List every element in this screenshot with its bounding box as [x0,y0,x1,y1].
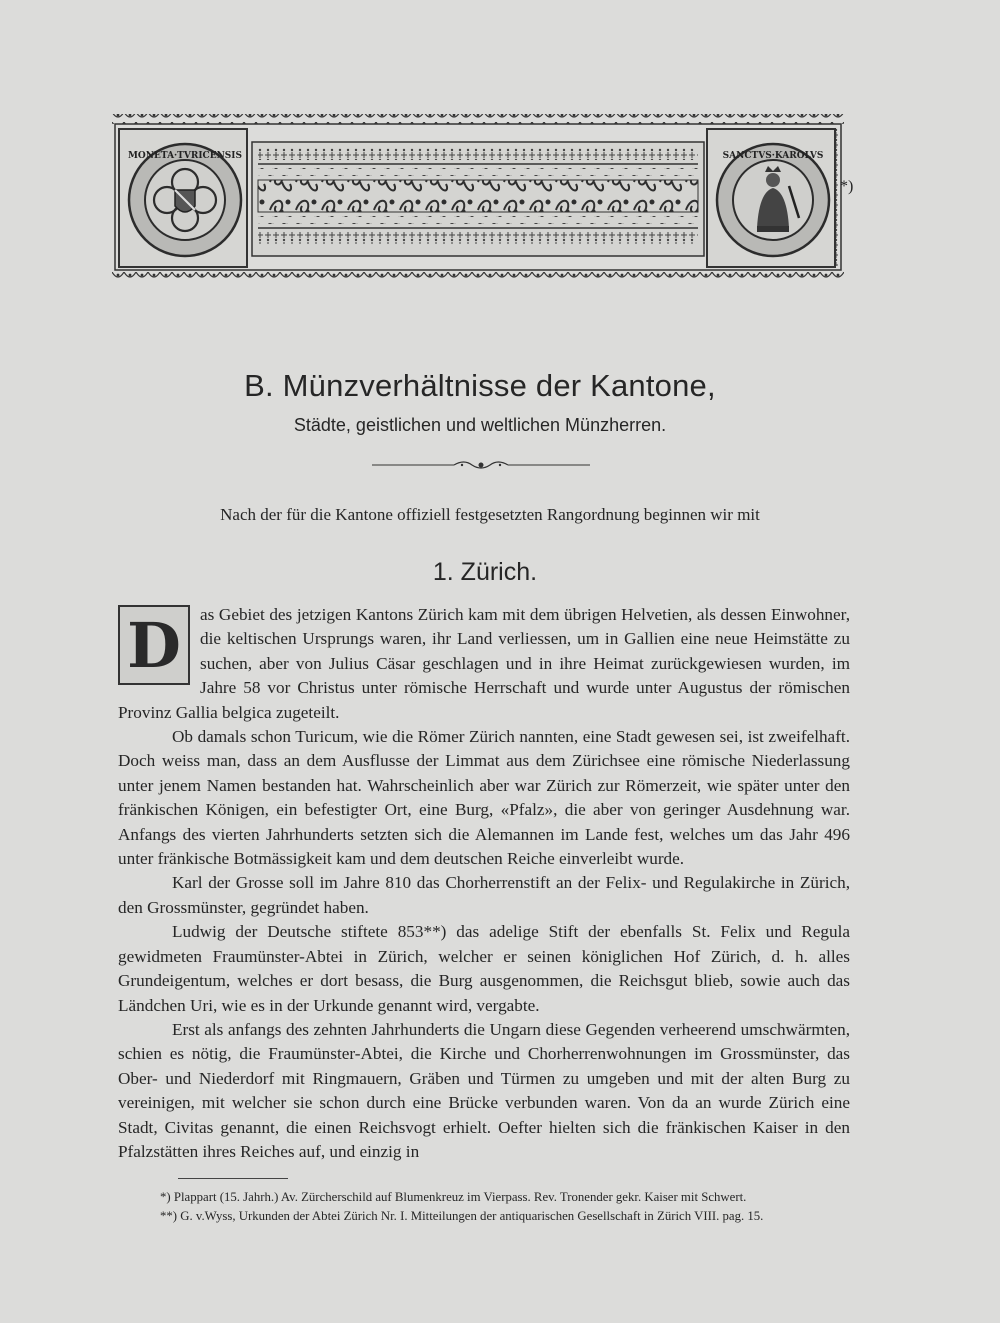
left-seal-legend: MONETA·TVRICENSIS [127,151,243,161]
paragraph-1 [118,603,850,725]
paragraph-5: Erst als anfangs des zehnten Jahrhunderts die Ungarn diese Gegenden verheerend umschwärmten, schien es nötig, die Fraumünster-Abtei, die Kirche und Chorherrenwohnungen im Grossmünster, das Ober- und Niederdorf mit Ringmauern, Gräben und Türmen zu umgeben und mit der alten Burg zu vereinigen, mit welcher sie schon durch eine Brücke verbunden waren. Von da an wurde Zürich eine Stadt, Civitas genannt, die einen Reichsvogt erhielt. Oefter hielten sich die fränkischen Kaiser in den Pfalzstätten ihres Reiches auf, und einzig in [118,1019,850,1161]
body-text [118,603,850,1164]
paragraph-4: Ludwig der Deutsche stiftete 853**) das adelige Stift der ebenfalls St. Felix und Regula gewidmeten Fraumünster-Abtei in Zürich, welcher er seinen königlichen Hof Zürich, d. h. alles Grundeigentum, welches er dort besass, die Burg ausgenommen, die Reichsgut blieb, sowie auch das Ländchen Uri, wie es in der Urkunde genannt wird, vergabte. [118,922,850,1015]
left-coin-box [118,128,248,268]
paragraph-3: Karl der Grosse soll im Jahre 810 das Chorherrenstift an der Felix- und Regulakirche in Zürich, den Grossmünster, gegründet haben. [118,873,850,917]
right-coin-box [706,128,836,268]
footnote-2: **) G. v.Wyss, Urkunden der Abtei Zürich Nr. I. Mitteilungen der antiquarischen Gesellschaft in Zürich VIII. pag. 15. [160,1209,764,1223]
paragraph-1-text: as Gebiet des jetzigen Kantons Zürich kam mit dem übrigen Helvetien, als dessen Einwohner, die keltischen Ursprungs waren, ihr Land verliessen, um in Gallien eine neue Heimstätte zu suchen, aber von Julius Cäsar geschlagen und in ihre Heimat zurückgewiesen wurden, im Jahre 58 vor Christus unter römische Herrschaft und wurde unter Augustus der römischen Provinz Gallia belgica zugeteilt. [118,605,850,722]
zurich-shield-coin-icon [125,138,245,262]
drop-cap-initial [118,605,190,685]
footnotes [160,1188,860,1226]
seal-footnote-marker: *) [840,178,854,195]
intro-sentence: Nach der für die Kantone offiziell festgesetzten Rangordnung beginnen wir mit [220,505,760,524]
enthroned-emperor-coin-icon [713,138,833,262]
paragraph-2: Ob damals schon Turicum, wie die Römer Zürich nannten, eine Stadt gewesen sei, ist zweifelhaft. Doch weiss man, dass an dem Ausflusse der Limmat aus dem Zürichsee eine römische Niederlassung unter jenem Namen bestanden hat. Wahrscheinlich aber war Zürich zur Römerzeit, wie später unter den fränkischen Königen, ein befestigter Ort, eine Burg, «Pfalz», die aber von geringer Ausdehnung war. Anfangs des vierten Jahrhunderts setzten sich die Alemannen im Lande fest, welches um das Jahr 496 unter fränkische Botmässigkeit kam und dem deutschen Reiche einverleibt wurde. [118,727,850,869]
page-subtitle: Städte, geistlichen und weltlichen Münzherren. [293,415,667,435]
ornamental-separator [372,458,590,472]
footnote-1: *) Plappart (15. Jahrh.) Av. Zürcherschild auf Blumenkreuz im Vierpass. Rev. Tronender gekr. Kaiser mit Schwert. [160,1190,747,1204]
ornamental-header [112,112,854,282]
drop-cap-letter: D [127,609,181,682]
page-title: B. Münzverhältnisse der Kantone, [244,368,716,403]
right-seal-legend: SANCTVS·KAROLVS [722,151,824,161]
footnote-divider [178,1178,288,1179]
section-heading: 1. Zürich. [432,558,538,586]
